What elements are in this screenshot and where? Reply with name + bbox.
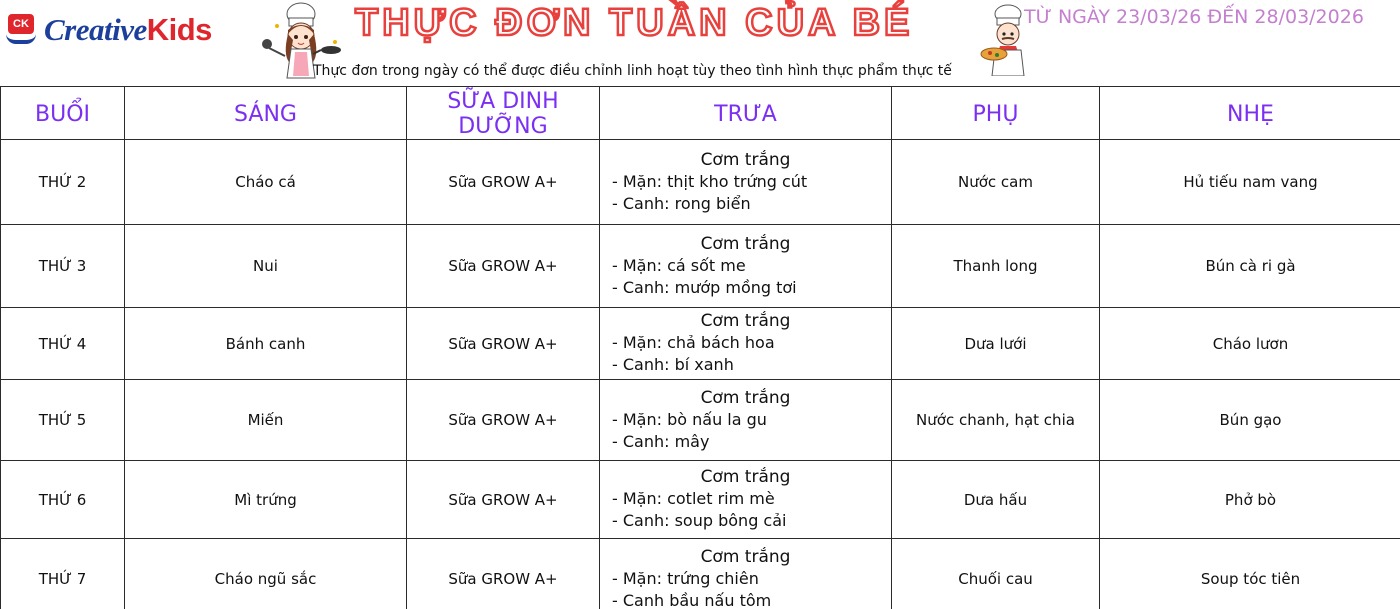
day-cell: THỨ 3 <box>1 225 125 308</box>
day-cell: THỨ 5 <box>1 380 125 461</box>
logo-badge-text: CK <box>8 14 34 34</box>
lunch-cell <box>600 308 892 380</box>
creative-kids-logo <box>4 10 212 50</box>
milk-cell: Sữa GROW A+ <box>407 308 600 380</box>
day-cell: THỨ 2 <box>1 140 125 225</box>
lunch-cell <box>600 380 892 461</box>
lunch-cell <box>600 225 892 308</box>
lunch-main-dish: Cơm trắng <box>700 546 791 567</box>
lunch-cell <box>600 539 892 609</box>
light-cell: Phở bò <box>1100 461 1400 539</box>
lunch-soup-dish: - Canh bầu nấu tôm <box>612 590 772 609</box>
header-lunch: TRƯA <box>600 87 892 140</box>
lunch-savory-dish: - Mặn: thịt kho trứng cút <box>612 171 808 191</box>
light-cell: Bún gạo <box>1100 380 1400 461</box>
lunch-soup-dish: - Canh: soup bông cải <box>612 511 787 530</box>
lunch-savory-dish: - Mặn: cotlet rim mè <box>612 489 775 508</box>
table-row <box>1 140 1400 225</box>
table-header-row <box>1 87 1400 140</box>
lunch-savory-dish: - Mặn: trứng chiên <box>612 568 759 588</box>
morning-cell: Bánh canh <box>125 308 407 380</box>
morning-cell: Cháo ngũ sắc <box>125 539 407 609</box>
day-cell: THỨ 6 <box>1 461 125 539</box>
side-cell: Nước cam <box>892 140 1100 225</box>
morning-cell: Cháo cá <box>125 140 407 225</box>
milk-cell: Sữa GROW A+ <box>407 461 600 539</box>
side-cell: Dưa lưới <box>892 308 1100 380</box>
book-icon <box>4 14 38 46</box>
light-cell: Cháo lươn <box>1100 308 1400 380</box>
table-row <box>1 539 1400 609</box>
header-morning: SÁNG <box>125 87 407 140</box>
lunch-savory-dish: - Mặn: bò nấu la gu <box>612 409 767 429</box>
lunch-soup-dish: - Canh: mướp mồng tơi <box>612 277 797 297</box>
milk-cell: Sữa GROW A+ <box>407 225 600 308</box>
table-row <box>1 225 1400 308</box>
logo-kids-text: Kids <box>146 12 212 47</box>
light-cell: Bún cà ri gà <box>1100 225 1400 308</box>
weekly-menu-table <box>0 86 1400 609</box>
morning-cell: Nui <box>125 225 407 308</box>
lunch-main-dish: Cơm trắng <box>700 387 791 408</box>
header-side: PHỤ <box>892 87 1100 140</box>
lunch-soup-dish: - Canh: mây <box>612 431 710 451</box>
day-cell: THỨ 7 <box>1 539 125 609</box>
day-cell: THỨ 4 <box>1 308 125 380</box>
lunch-soup-dish: - Canh: bí xanh <box>612 355 734 374</box>
date-range: TỪ NGÀY 23/03/26 ĐẾN 28/03/2026 <box>1024 6 1364 28</box>
milk-cell: Sữa GROW A+ <box>407 380 600 461</box>
header-light: NHẸ <box>1100 87 1400 140</box>
side-cell: Thanh long <box>892 225 1100 308</box>
side-cell: Dưa hấu <box>892 461 1100 539</box>
side-cell: Nước chanh, hạt chia <box>892 380 1100 461</box>
logo-wordmark <box>44 12 212 48</box>
lunch-main-dish: Cơm trắng <box>700 467 791 487</box>
header-milk: SỮA DINH DƯỠNG <box>407 87 600 140</box>
page-header <box>0 0 1400 86</box>
lunch-soup-dish: - Canh: rong biển <box>612 193 751 213</box>
side-cell: Chuối cau <box>892 539 1100 609</box>
table-row <box>1 461 1400 539</box>
morning-cell: Mì trứng <box>125 461 407 539</box>
lunch-savory-dish: - Mặn: chả bách hoa <box>612 333 775 352</box>
menu-note: Thực đơn trong ngày có thể được điều chỉnh linh hoạt tùy theo tình hình thực phẩm thực tế <box>313 63 952 79</box>
page-title: THỰC ĐƠN TUẦN CỦA BÉ <box>355 2 914 44</box>
milk-cell: Sữa GROW A+ <box>407 140 600 225</box>
light-cell: Soup tóc tiên <box>1100 539 1400 609</box>
header-session: BUỔI <box>1 87 125 140</box>
lunch-main-dish: Cơm trắng <box>700 149 791 170</box>
table-row <box>1 308 1400 380</box>
lunch-cell <box>600 140 892 225</box>
lunch-main-dish: Cơm trắng <box>700 233 791 254</box>
lunch-savory-dish: - Mặn: cá sốt me <box>612 255 746 275</box>
table-row <box>1 380 1400 461</box>
lunch-main-dish: Cơm trắng <box>700 311 791 331</box>
light-cell: Hủ tiếu nam vang <box>1100 140 1400 225</box>
milk-cell: Sữa GROW A+ <box>407 539 600 609</box>
morning-cell: Miến <box>125 380 407 461</box>
lunch-cell <box>600 461 892 539</box>
logo-creative-text: Creative <box>44 12 147 47</box>
